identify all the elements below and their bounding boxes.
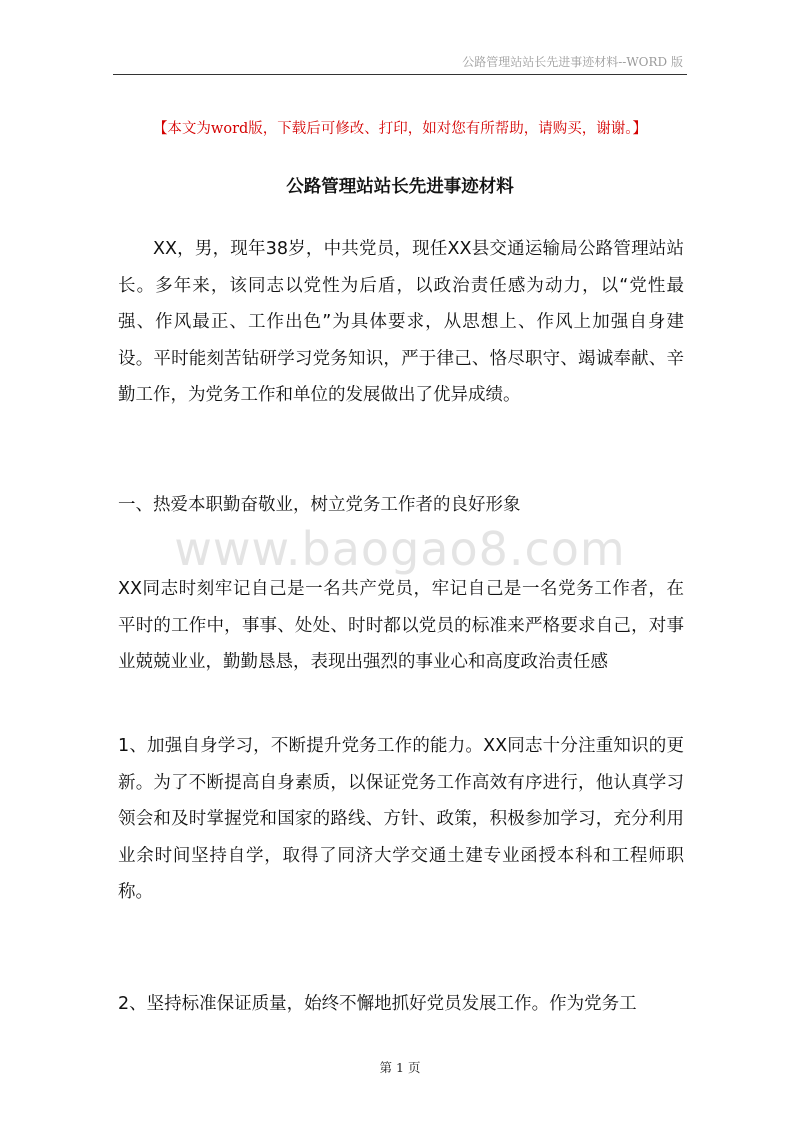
download-notice: 【本文为word版，下载后可修改、打印，如对您有所帮助，请购买，谢谢。】: [152, 121, 648, 137]
document-title: 公路管理站站长先进事迹材料: [286, 177, 514, 197]
watermark: www.baogao8.com: [174, 522, 626, 576]
header-divider: [113, 74, 687, 75]
section-heading-1: 一、热爱本职勤奋敬业，树立党务工作者的良好形象: [118, 495, 521, 515]
page-number: 第 1 页: [379, 1060, 421, 1075]
paragraph-item-2: 2、坚持标准保证质量，始终不懈地抓好党员发展工作。作为党务工: [118, 994, 637, 1014]
paragraph-intro: XX，男，现年38岁，中共党员，现任XX县交通运输局公路管理站站长。多年来，该同志以党性为后盾，以政治责任感为动力，以“党性最强、作风最正、工作出色”为具体要求，从思想上、作风上加强自身建设。平时能刻苦钻研学习党务知识，严于律己、恪尽职守、竭诚奉献、辛勤工作，为党务工作和单位的发展做出了优异成绩。: [118, 239, 684, 405]
paragraph-section-1: XX同志时刻牢记自己是一名共产党员，牢记自己是一名党务工作者，在平时的工作中，事事、处处、时时都以党员的标准来严格要求自己，对事业兢兢业业，勤勤恳恳，表现出强烈的事业心和高度政治责任感: [118, 579, 684, 672]
paragraph-item-1: 1、加强自身学习，不断提升党务工作的能力。XX同志十分注重知识的更新。为了不断提高自身素质，以保证党务工作高效有序进行，他认真学习领会和及时掌握党和国家的路线、方针、政策，积极参加学习，充分利用业余时间坚持自学，取得了同济大学交通土建专业函授本科和工程师职称。: [118, 736, 684, 902]
running-header: 公路管理站站长先进事迹材料--WORD 版: [462, 55, 683, 69]
